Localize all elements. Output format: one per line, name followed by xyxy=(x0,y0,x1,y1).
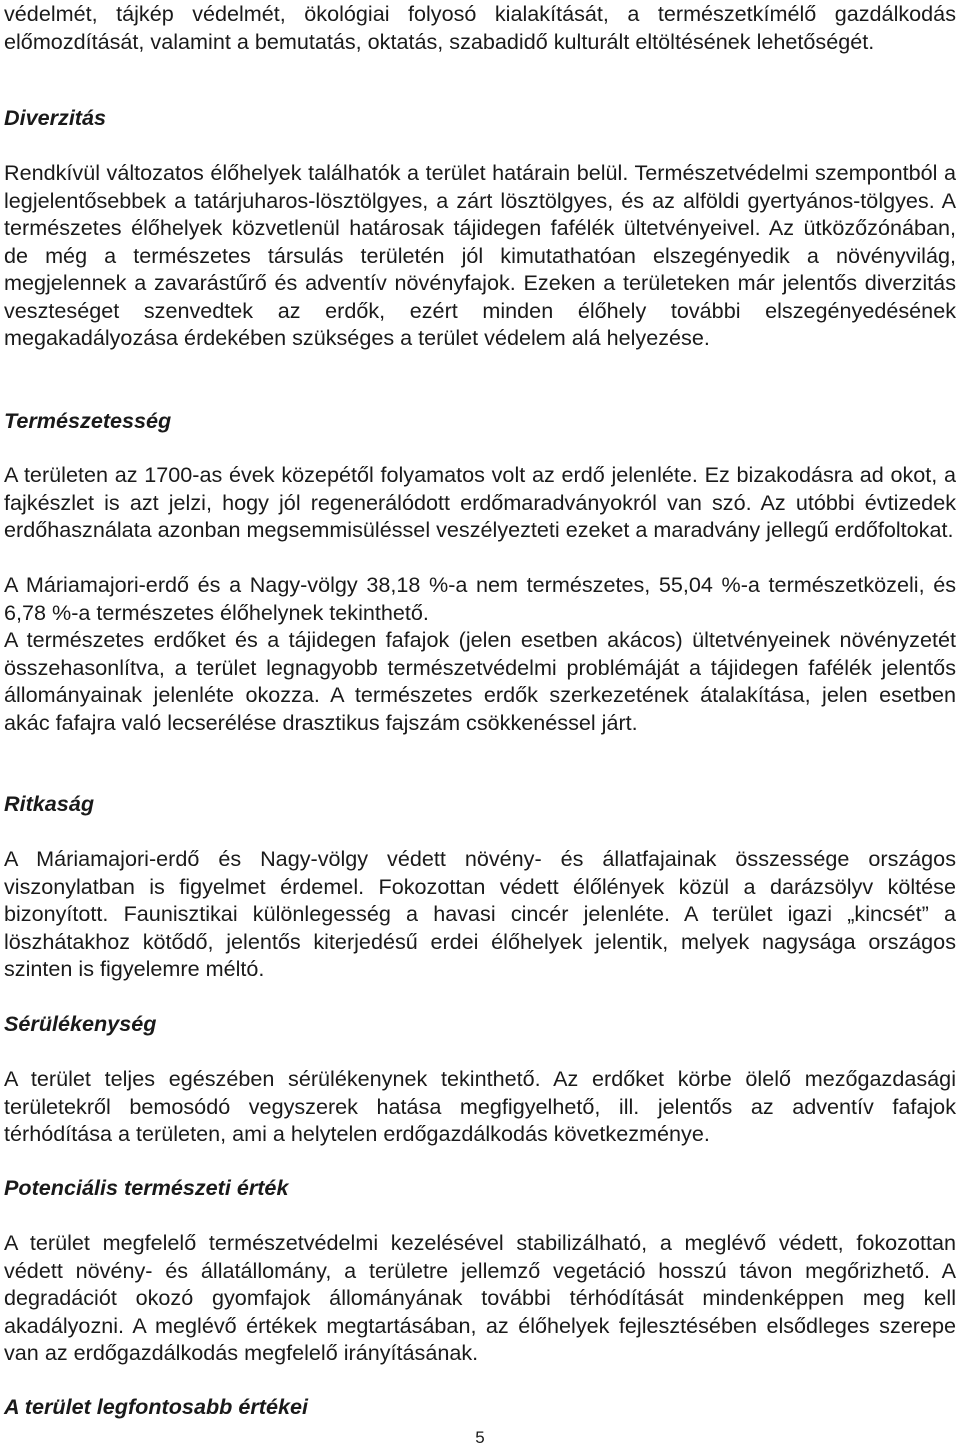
heading-termeszetesseg: Természetesség xyxy=(4,408,172,433)
heading-diverzitas: Diverzitás xyxy=(4,105,107,130)
paragraph-diverzitas: Rendkívül változatos élőhelyek találhatók a terület határain belül. Természetvédelmi szempontból a legjelentősebbek a tatárjuharos-lösztölgyes, a zárt lösztölgyes, és az alföldi gyertyános-tölgyes. A természetes élőhelyek közvetlenül határosak tájidegen fafélék ültetvényeivel. Az ütközőzónában, de még a természetes társulás területén jól kimutathatóan elszegényedik a növényvilág, megjelennek a zavarástűrő és adventív növényfajok. Ezeken a területeken már jelentős diverzitás veszteséget szenvedtek az erdők, ezért minden élőhely további elszegényedésének megakadályozása érdekében szükséges a terület védelem alá helyezése. xyxy=(4,160,956,350)
heading-legfontosabb-ertekek: A terület legfontosabb értékei xyxy=(4,1394,308,1419)
paragraph-termeszetesseg-1: A területen az 1700-as évek közepétől folyamatos volt az erdő jelenléte. Ez bizakodásra ad okot, a fajkészlet is azt jelzi, hogy jól regenerálódott erdőmaradványokról van szó. Az utóbbi évtizedek erdőhasználata azonban megsemmisüléssel veszélyezteti ezeket a maradvány jellegű erdőfoltokat. xyxy=(4,462,956,542)
paragraph-potencialis-ertek: A terület megfelelő természetvédelmi kezelésével stabilizálható, a meglévő védett, fokozottan védett növény- és állatállomány, a területre jellemző vegetáció hosszú távon megőrizhető. A degradációt okozó gyomfajok állományának további térhódítását mindenképpen meg kell akadályozni. A meglévő értékek megtartásában, az élőhelyek fejlesztésében elsődleges szerepe van az erdőgazdálkodás megfelelő irányításának. xyxy=(4,1230,956,1365)
paragraph-intro-continuation: védelmét, tájkép védelmét, ökológiai folyosó kialakítását, a természetkímélő gazdálkodás előmozdítását, valamint a bemutatás, oktatás, szabadidő kulturált eltöltésének lehetőségét. xyxy=(4,1,956,54)
heading-potencialis-ertek: Potenciális természeti érték xyxy=(4,1175,289,1200)
paragraph-termeszetesseg-3: A természetes erdőket és a tájidegen fafajok (jelen esetben akácos) ültetvényeinek növényzetét összehasonlítva, a terület legnagyobb természetvédelmi problémáját a tájidegen fafélék jelentős állományainak jelenléte okozza. A természetes erdők szerkezetének átalakítása, jelen esetben akác fafajra való lecserélése drasztikus fajszám csökkenéssel járt. xyxy=(4,627,956,735)
heading-serulekenyseg: Sérülékenység xyxy=(4,1011,157,1036)
paragraph-serulekenyseg: A terület teljes egészében sérülékenynek tekinthető. Az erdőket körbe ölelő mezőgazdasági területekről bemosódó vegyszerek hatása megfigyelhető, ill. jelentős az adventív fafajok térhódítása a területen, ami a helytelen erdőgazdálkodás következménye. xyxy=(4,1066,956,1146)
page-number: 5 xyxy=(475,1428,485,1447)
paragraph-ritkasag: A Máriamajori-erdő és Nagy-völgy védett növény- és állatfajainak összessége országos viszonylatban is figyelmet érdemel. Fokozottan védett élőlények közül a darázsölyv költése bizonyított. Faunisztikai különlegesség a havasi cincér jelenléte. A terület igazi „kincsét” a löszhátakhoz kötődő, jelentős kiterjedésű erdei élőhelyek jelentik, melyek nagysága országos szinten is figyelemre méltó. xyxy=(4,846,956,981)
paragraph-termeszetesseg-2: A Máriamajori-erdő és a Nagy-völgy 38,18 %-a nem természetes, 55,04 %-a természetközeli, és 6,78 %-a természetes élőhelynek tekinthető. xyxy=(4,572,956,625)
heading-ritkasag: Ritkaság xyxy=(4,791,95,816)
